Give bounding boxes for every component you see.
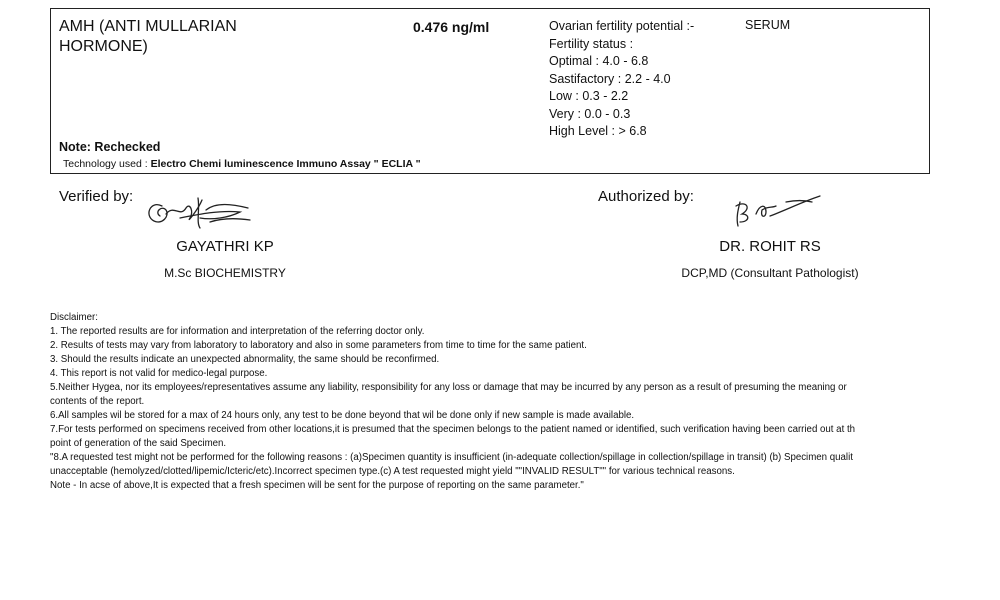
pathologist-qualification: DCP,MD (Consultant Pathologist)	[681, 266, 859, 280]
verified-by-label: Verified by:	[59, 188, 134, 205]
verifier-name: GAYATHRI KP	[176, 238, 274, 255]
test-name: AMH (ANTI MULLARIAN HORMONE)	[59, 18, 237, 55]
disclaimer-line: "8.A requested test might not be performed for the following reasons : (a)Specimen quantity is insufficient (in-adequate collection/spillage in collection/spillage in transit) (b) Specimen qualit	[50, 452, 853, 463]
disclaimer-line: point of generation of the said Specimen.	[50, 438, 227, 449]
technology-label: Technology used :	[63, 158, 151, 170]
disclaimer-title: Disclaimer:	[50, 312, 98, 323]
reference-range-list	[549, 18, 694, 141]
note: Note: Rechecked	[59, 140, 161, 154]
reference-line: Low : 0.3 - 2.2	[549, 89, 629, 103]
verifier-signature-image	[140, 188, 262, 234]
disclaimer-line: contents of the report.	[50, 396, 145, 407]
pathologist-signature-image	[726, 186, 832, 236]
technology-used	[63, 158, 421, 170]
disclaimer-line: 7.For tests performed on specimens received from other locations,it is presumed that the specimen belongs to the patient named or identified, such verification having been carried out at th	[50, 424, 856, 435]
disclaimer-line: 2. Results of tests may vary from laboratory to laboratory and also in some parameters from time to time for the same patient.	[50, 340, 587, 351]
disclaimer	[50, 311, 945, 493]
pathologist-name: DR. ROHIT RS	[719, 238, 821, 255]
technology-value: Electro Chemi luminescence Immuno Assay " ECLIA "	[150, 158, 421, 170]
authorized-by-label: Authorized by:	[598, 188, 694, 205]
result-box	[50, 8, 930, 174]
disclaimer-line: 3. Should the results indicate an unexpected abnormality, the same should be reconfirmed.	[50, 354, 440, 365]
disclaimer-line: 6.All samples wil be stored for a max of 24 hours only, any test to be done beyond that wil be done only if new sample is made available.	[50, 410, 635, 421]
disclaimer-line: 4. This report is not valid for medico-legal purpose.	[50, 368, 268, 379]
result-value: 0.476 ng/ml	[413, 19, 490, 35]
reference-line: Optimal : 4.0 - 6.8	[549, 54, 649, 68]
disclaimer-line: 5.Neither Hygea, nor its employees/representatives assume any liability, responsibility for any loss or damage that may be incurred by any person as a result of presuming the meaning or	[50, 382, 847, 393]
reference-line: Sastifactory : 2.2 - 4.0	[549, 71, 671, 86]
disclaimer-line: 1. The reported results are for information and interpretation of the referring doctor only.	[50, 326, 425, 337]
disclaimer-line: Note - In acse of above,It is expected that a fresh specimen will be sent for the purpose of reporting on the same parameter."	[50, 480, 584, 491]
reference-line: Fertility status :	[549, 36, 634, 51]
disclaimer-line: unacceptable (hemolyzed/clotted/lipemic/Icteric/etc).Incorrect specimen type.(c) A test requested might yield ""INVALID RESULT"" for various technical reasons.	[50, 466, 735, 477]
verifier-qualification: M.Sc BIOCHEMISTRY	[164, 266, 286, 280]
reference-line: High Level : > 6.8	[549, 124, 647, 138]
reference-line: Ovarian fertility potential :-	[549, 19, 695, 33]
specimen-type: SERUM	[745, 18, 791, 32]
reference-line: Very : 0.0 - 0.3	[549, 106, 631, 121]
